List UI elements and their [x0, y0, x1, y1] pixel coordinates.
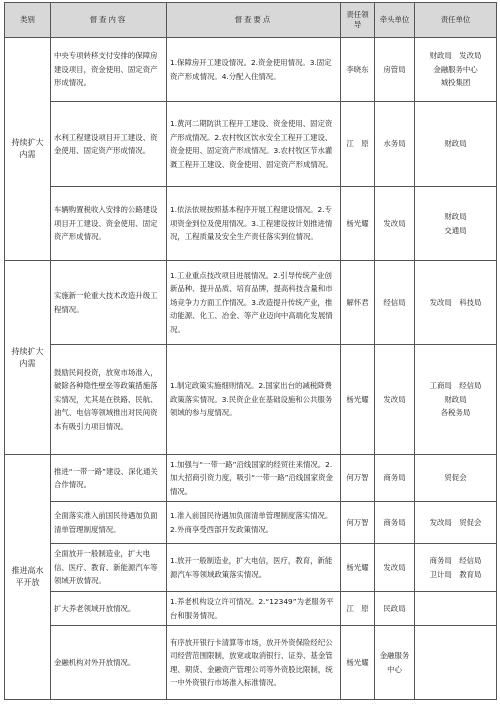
- item-cell: 金融机构对外开放情况。: [51, 626, 167, 700]
- header-resp-unit: 责任单位: [415, 3, 497, 38]
- leader-cell: 杨光耀: [341, 345, 375, 455]
- header-item: 督查内容: [51, 3, 167, 38]
- resp-unit-line: 发改局 贸促会: [429, 517, 482, 527]
- lead-unit-cell: 商务局: [375, 502, 415, 544]
- table-row: [5, 455, 497, 502]
- resp-unit-line: 交通局: [444, 225, 467, 235]
- header-category: 类别: [5, 3, 51, 38]
- category-cell: 持续扩大内需: [5, 38, 51, 261]
- table-row: [5, 626, 497, 700]
- lead-unit-cell: 金融服务中心: [375, 626, 415, 700]
- resp-unit-line: 商务局 经信局: [429, 556, 482, 565]
- resp-unit-cell: [415, 455, 497, 502]
- leader-cell: 何万智: [341, 455, 375, 502]
- leader-cell: 杨光耀: [341, 544, 375, 592]
- points-cell: 1.黄河二期防洪工程开工建设、资金使用、固定资产形成情况。2.农村牧区饮水安全工程开工建设、资金使用、固定资产形成情况。3.农村牧区节水灌溉工程开工建设、资金使用、固定资产形成情况。: [167, 102, 341, 187]
- leader-cell: 解怀君: [341, 261, 375, 345]
- item-cell: 全面放开一般制造业，扩大电信、医疗、教育、新能源汽车等领域开放情况。: [51, 544, 167, 592]
- header-points: 督查要点: [167, 3, 341, 38]
- category-cell: 推进高水平开放: [5, 455, 51, 700]
- item-cell: 扩大养老领域开放情况。: [51, 592, 167, 626]
- table-row: [5, 592, 497, 626]
- resp-unit-cell: [415, 187, 497, 261]
- lead-unit-cell: 房管局: [375, 38, 415, 102]
- resp-unit-cell: [415, 261, 497, 345]
- lead-unit-cell: 发改局: [375, 187, 415, 261]
- table-row: [5, 261, 497, 345]
- points-cell: 1.保障房开工建设情况。2.资金使用情况。3.固定资产形成情况。4.分配入住情况。: [167, 38, 341, 102]
- item-cell: 水利工程建设项目开工建设、资金使用、固定资产形成情况。: [51, 102, 167, 187]
- lead-unit-cell: 发改局: [375, 345, 415, 455]
- resp-unit-line: 工商局 经信局: [429, 381, 482, 391]
- points-cell: 1.加强与“一带一路”沿线国家的经贸往来情况。2.加大招商引资力度，吸引“一带一路”沿线国家资金情况。: [167, 455, 341, 502]
- item-cell: 中央专项转移支付安排的保障房建设项目，资金使用、固定资产形成情况。: [51, 38, 167, 102]
- table-row: [5, 187, 497, 261]
- leader-cell: 江 原: [341, 102, 375, 187]
- resp-unit-line: 财政局: [444, 212, 467, 221]
- resp-unit-cell: [415, 626, 497, 700]
- resp-unit-cell: [415, 502, 497, 544]
- leader-cell: 杨光耀: [341, 187, 375, 261]
- table-row: [5, 544, 497, 592]
- leader-cell: 江 原: [341, 592, 375, 626]
- lead-unit-cell: 民政局: [375, 592, 415, 626]
- category-cell: 持续扩大内需: [5, 261, 51, 455]
- supervision-table: [4, 2, 497, 700]
- resp-unit-line: 卫计局 教育局: [429, 569, 482, 579]
- item-cell: 全面落实准入前国民待遇加负面清单管理制度情况。: [51, 502, 167, 544]
- item-cell: 推进“一带一路”建设、深化通关合作情况。: [51, 455, 167, 502]
- resp-unit-line: 财政局: [444, 394, 467, 404]
- points-cell: 1.准入前国民待遇加负面清单管理制度落实情况。2.外商享受西部开发政策情况。: [167, 502, 341, 544]
- lead-unit-cell: 水务局: [375, 102, 415, 187]
- item-cell: 鼓励民间投资，放宽市场准入，破除各种隐性壁垒等政策措施落实情况，尤其是在铁路、民航、油气、电信等领域推出对民间资本有吸引力项目情况。: [51, 345, 167, 455]
- leader-cell: 李晓东: [341, 38, 375, 102]
- resp-unit-line: 财政局 发改局: [429, 51, 482, 61]
- table-row: [5, 502, 497, 544]
- table-row: [5, 38, 497, 102]
- lead-unit-cell: 发改局: [375, 544, 415, 592]
- resp-unit-line: 各税务局: [440, 408, 471, 418]
- item-cell: 车辆购置税收入安排的公路建设项目开工建设、资金使用、固定资产形成情况。: [51, 187, 167, 261]
- lead-unit-cell: 商务局: [375, 455, 415, 502]
- table-header-row: [5, 3, 497, 38]
- header-leader: 责任领导: [341, 3, 375, 38]
- resp-unit-line: 城投集团: [440, 78, 471, 88]
- leader-cell: 何万智: [341, 502, 375, 544]
- points-cell: 1.工业重点技改项目进展情况。2.引导传统产业创新品种、提升品质、培育品牌，提高科技含量和市场竞争力方面工作情况。3.改造提升传统产业，推动能源、化工、冶金、等产业迈向中高端化发展情况。: [167, 261, 341, 345]
- resp-unit-cell: [415, 592, 497, 626]
- resp-unit-line: 贸促会: [444, 473, 467, 483]
- resp-unit-line: 金融服务中心: [433, 64, 478, 74]
- header-lead-unit: 牵头单位: [375, 3, 415, 38]
- table-row: [5, 345, 497, 455]
- points-cell: 有序放开银行卡清算等市场，放开外资保险经纪公司经营范围限制，放宽或取消银行、证券、基金管理、期货、金融资产管理公司等外资股比限制，统一中外资银行市场准入标准情况。: [167, 626, 341, 700]
- leader-cell: 杨光耀: [341, 626, 375, 700]
- lead-unit-cell: 经信局: [375, 261, 415, 345]
- resp-unit-line: 发改局 科技局: [429, 297, 482, 307]
- table-row: [5, 102, 497, 187]
- points-cell: 1.放开一般制造业，扩大电信，医疗，教育，新能源汽车等领域政策落实情况。: [167, 544, 341, 592]
- resp-unit-line: 财政局: [444, 139, 467, 149]
- resp-unit-cell: [415, 102, 497, 187]
- points-cell: 1.依法依规按照基本程序开展工程建设情况。2.专项资金到位及使用情况。3.工程建设按计划推进情况，工程质量及安全生产责任落实到位情况。: [167, 187, 341, 261]
- item-cell: 实施新一轮重大技术改造升级工程情况。: [51, 261, 167, 345]
- points-cell: 1.制定政策实施细则情况。2.国家出台的减税降费政策落实情况。3.民资企业在基础设施和公共服务领域的参与度情况。: [167, 345, 341, 455]
- resp-unit-cell: [415, 544, 497, 592]
- points-cell: 1.养老机构设立许可情况。2.“12349”为老服务平台和服务情况。: [167, 592, 341, 626]
- resp-unit-cell: [415, 345, 497, 455]
- resp-unit-cell: [415, 38, 497, 102]
